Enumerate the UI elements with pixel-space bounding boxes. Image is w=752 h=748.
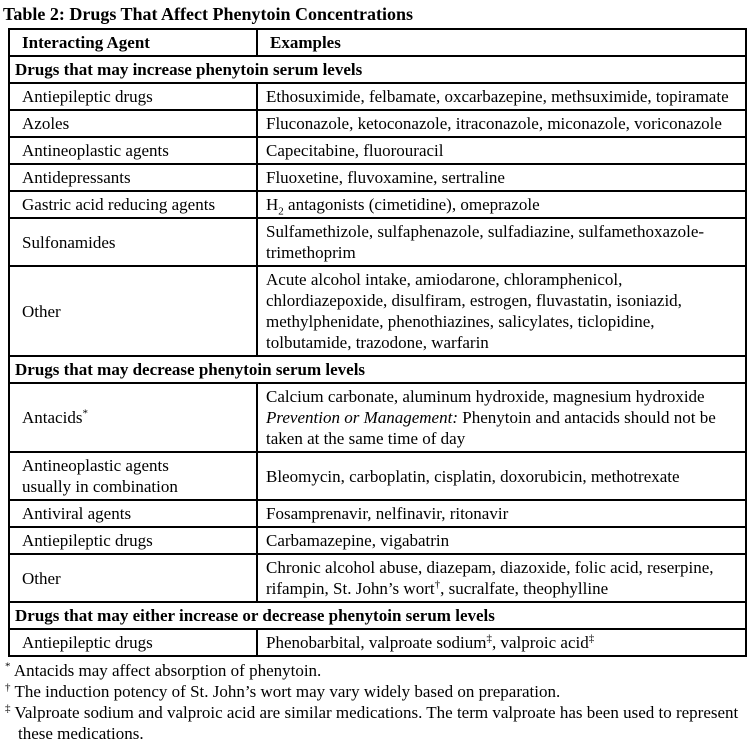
- agent-cell: Other: [9, 554, 257, 602]
- examples-cell: Fluconazole, ketoconazole, itraconazole, miconazole, voriconazole: [257, 110, 746, 137]
- agent-label-line1: Antineoplastic agents: [22, 456, 169, 475]
- column-header-interacting-agent: Interacting Agent: [9, 29, 257, 56]
- antacids-management-note: [266, 407, 737, 449]
- agent-cell: Antineoplastic agents: [9, 137, 257, 164]
- management-text: Phenytoin and antacids should not be taken at the same time of day: [266, 408, 716, 448]
- table-row-increase-azoles: [9, 110, 746, 137]
- agent-cell: Antidepressants: [9, 164, 257, 191]
- table-row-increase-sulfonamides: [9, 218, 746, 266]
- agent-cell: [9, 452, 257, 500]
- antacids-label: Antacids: [22, 408, 83, 427]
- examples-cell: Fluoxetine, fluvoxamine, sertraline: [257, 164, 746, 191]
- column-header-examples: Examples: [257, 29, 746, 56]
- footnote-text: The induction potency of St. John’s wort may vary widely based on preparation.: [14, 682, 561, 701]
- agent-cell: Antiepileptic drugs: [9, 83, 257, 110]
- section-header-either: Drugs that may either increase or decrease phenytoin serum levels: [9, 602, 746, 629]
- agent-cell: Antiepileptic drugs: [9, 527, 257, 554]
- agent-label-line2: usually in combination: [22, 477, 178, 496]
- section-header-decrease: Drugs that may decrease phenytoin serum levels: [9, 356, 746, 383]
- agent-cell: Sulfonamides: [9, 218, 257, 266]
- examples-cell: [257, 629, 746, 656]
- h2-antagonist-rest: antagonists (cimetidine), omeprazole: [283, 195, 540, 214]
- footnote-antacids: [5, 660, 748, 681]
- table-row-decrease-antiviral: [9, 500, 746, 527]
- examples-cell: [257, 191, 746, 218]
- table-row-either-antiepileptic: [9, 629, 746, 656]
- h2-subscript: 2: [278, 205, 284, 218]
- footnotes: [5, 660, 748, 744]
- agent-cell: [9, 383, 257, 452]
- table-row-decrease-antineoplastic-combo: [9, 452, 746, 500]
- section-header-increase: Drugs that may increase phenytoin serum levels: [9, 56, 746, 83]
- agent-cell: Antiviral agents: [9, 500, 257, 527]
- antacids-examples-text: Calcium carbonate, aluminum hydroxide, magnesium hydroxide: [266, 387, 705, 406]
- examples-cell: Sulfamethizole, sulfaphenazole, sulfadiazine, sulfamethoxazole-trimethoprim: [257, 218, 746, 266]
- table-header-row: [9, 29, 746, 56]
- footnote-st-johns-wort: [5, 681, 748, 702]
- table-row-decrease-antacids: [9, 383, 746, 452]
- double-dagger-marker: ‡: [588, 632, 595, 645]
- table-title: Table 2: Drugs That Affect Phenytoin Concentrations: [3, 4, 414, 24]
- drug-interactions-table: [8, 28, 747, 657]
- table-row-decrease-antiepileptic: [9, 527, 746, 554]
- double-dagger-marker: ‡: [486, 632, 492, 645]
- footnote-text: Valproate sodium and valproic acid are similar medications. The term valproate has been used to represent these medications.: [14, 703, 739, 743]
- footnote-valproate: [5, 702, 748, 744]
- examples-cell: Fosamprenavir, nelfinavir, ritonavir: [257, 500, 746, 527]
- examples-cell: Ethosuximide, felbamate, oxcarbazepine, methsuximide, topiramate: [257, 83, 746, 110]
- asterisk-marker: *: [5, 660, 11, 673]
- double-dagger-marker: ‡: [5, 702, 11, 715]
- section-row-decrease: [9, 356, 746, 383]
- examples-cell: Capecitabine, fluorouracil: [257, 137, 746, 164]
- table-row-decrease-other: [9, 554, 746, 602]
- either-examples-part2: , valproic acid: [491, 633, 589, 652]
- table-row-increase-antiepileptic: [9, 83, 746, 110]
- other-examples-part1: Chronic alcohol abuse, diazepam, diazoxide, folic acid, reserpine, rifampin, St. John’s wort: [266, 558, 714, 598]
- table-row-increase-antidepressants: [9, 164, 746, 191]
- agent-cell: Gastric acid reducing agents: [9, 191, 257, 218]
- antacids-asterisk-marker: *: [82, 407, 88, 420]
- examples-cell: Acute alcohol intake, amiodarone, chloramphenicol, chlordiazepoxide, disulfiram, estrogen, fluvastatin, isoniazid, methylphenidate, phenothiazines, salicylates, ticlopidine, tolbutamide, trazodone, warfarin: [257, 266, 746, 356]
- examples-cell: [257, 554, 746, 602]
- agent-cell: Azoles: [9, 110, 257, 137]
- dagger-marker: †: [434, 578, 441, 591]
- footnote-text: Antacids may affect absorption of phenytoin.: [13, 661, 322, 680]
- management-label: Prevention or Management:: [266, 408, 458, 427]
- examples-cell: Carbamazepine, vigabatrin: [257, 527, 746, 554]
- examples-cell: Bleomycin, carboplatin, cisplatin, doxorubicin, methotrexate: [257, 452, 746, 500]
- agent-cell: Antiepileptic drugs: [9, 629, 257, 656]
- agent-cell: Other: [9, 266, 257, 356]
- section-row-increase: [9, 56, 746, 83]
- dagger-marker: †: [5, 681, 11, 694]
- section-row-either: [9, 602, 746, 629]
- h2-antagonist-text: H: [266, 195, 279, 214]
- table-row-increase-gastric: [9, 191, 746, 218]
- table-row-increase-other: [9, 266, 746, 356]
- table-row-increase-antineoplastic: [9, 137, 746, 164]
- either-examples-part1: Phenobarbital, valproate sodium: [266, 633, 487, 652]
- examples-cell: [257, 383, 746, 452]
- other-examples-part2: , sucralfate, theophylline: [440, 579, 609, 598]
